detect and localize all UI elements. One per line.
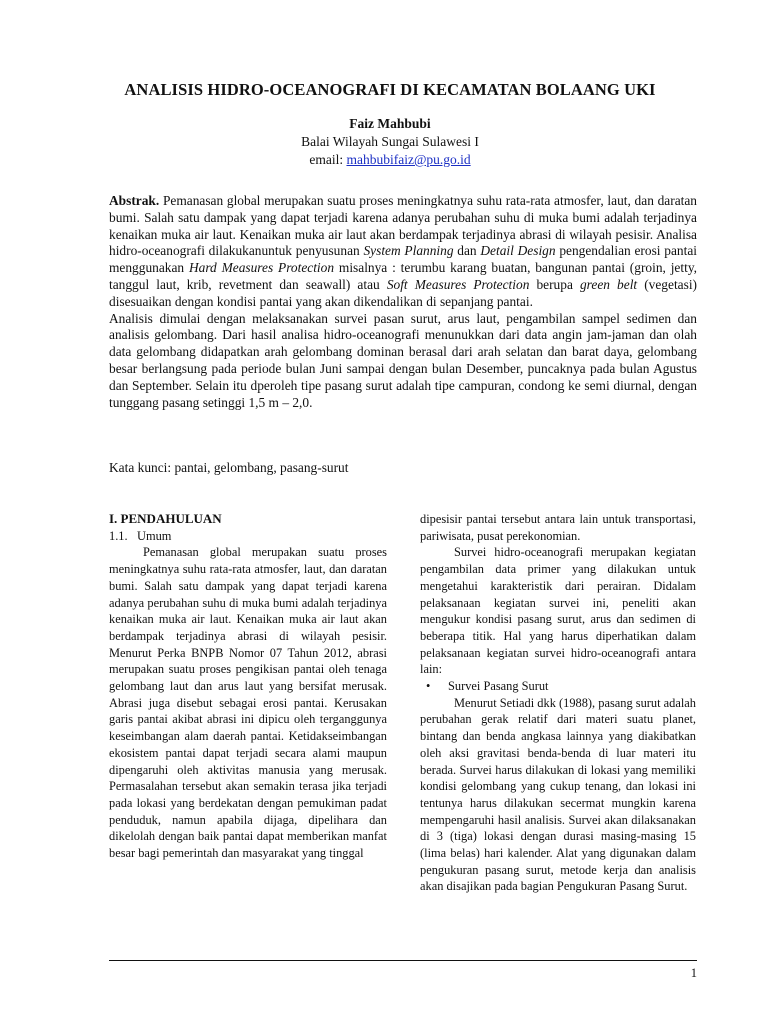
abstract-term: Soft Measures Protection [386,276,530,292]
paper-title: ANALISIS HIDRO-OCEANOGRAFI DI KECAMATAN BOLAANG UKI [124,80,656,99]
subsection-number: 1.1. [109,528,128,543]
page-number: 1 [690,966,697,980]
abstract [109,193,697,411]
author-block [100,115,680,169]
bullet-item [420,678,696,695]
author-name: Faiz Mahbubi [349,116,431,131]
abstract-term: System Planning [363,243,454,259]
right-column [420,511,696,895]
email-link[interactable]: mahbubifaiz@pu.go.id [346,152,471,167]
bullet-icon: • [426,679,431,694]
abstract-text: pengendalian erosi pantai menggunakan [109,243,697,276]
abstract-label: Abstrak. [109,193,160,208]
continued-paragraph: dipesisir pantai tersebut antara lain untuk transportasi, pariwisata, pusat perekonomian. [420,512,696,543]
abstract-text: Pemanasan global merupakan suatu proses meningkatnya suhu rata-rata atmosfer, laut, dan daratan bumi. Salah satu dampak yang dapat terjadi karena adanya perubahan suhu di muka bumi adalah terjadinya kenaikan muka air laut. Kenaikan muka air laut akan berdampak terjadinya abrasi di wilayah pesisir. Analisa hidro-oceanografi dilakukanuntuk penyusunan [109,193,697,259]
abstract-term: Hard Measures Protection [188,260,335,276]
email-label: email: [309,152,347,167]
subsection-title: Umum [137,528,172,543]
abstract-text: dan [453,243,481,259]
abstract-text: berupa [529,276,580,292]
abstract-text: misalnya : terumbu karang buatan, bangunan pantai (groin, jetty, tanggul laut, krib, revetment dan seawall) atau [109,260,697,292]
abstract-paragraph-2: Analisis dimulai dengan melaksanakan survei pasan surut, arus laut, pengambilan sampel sedimen dan analisis gelombang. Dari hasil analisa hidro-oceanografi menunukkan dari data angin jam-jaman dan olah data gelombang didapatkan arah gelombang dominan berasal dari arah selatan dan barat daya, gelombang besar berlangsung pada periode bulan Juni sampai dengan bulan Desember, puncaknya pada bulan Agustus dan September. Selain itu dperoleh tipe pasang surut adalah tipe campuran, condong ke semi diurnal, dengan tunggang pasang setinggi 1,5 m – 2,0. [109,310,697,410]
abstract-text: (vegetasi) disesuaikan dengan kondisi pantai yang akan dikendalikan di sepanjang pantai. [109,276,698,309]
author-email-line [100,151,680,169]
abstract-term: green belt [579,276,638,292]
author-affiliation: Balai Wilayah Sungai Sulawesi I [301,134,479,149]
section-heading: I. PENDAHULUAN [109,511,222,526]
abstract-paragraph-1 [109,193,697,311]
abstract-term: Detail Design [480,243,556,259]
left-column [109,511,387,862]
subsection-heading [109,528,387,545]
intro-paragraph: Pemanasan global merupakan suatu proses meningkatnya suhu rata-rata atmosfer, laut, dan daratan bumi. Salah satu dampak yang dapat terjadi karena adanya perubahan suhu di muka bumi adalah terjadinya kenaikan muka air laut. Kenaikan muka air laut akan berdampak terjadinya abrasi di wilayah pesisir. Menurut Perka BNPB Nomor 07 Tahun 2012, abrasi merupakan suatu proses pengikisan pantai oleh tenaga gelombang laut dan arus laut yang bersifat merusak. Abrasi juga disebut sebagai erosi pantai. Kerusakan garis pantai akibat abrasi ini dipicu oleh terganggunya keseimbangan alam daerah pantai. Ketidakseimbangan ekosistem pantai dapat terjadi secara alami maupun dipengaruhi oleh aktivitas manusia yang merusak. Permasalahan tersebut akan semakin terasa jika terjadi pada lokasi yang berdekatan dengan pemukiman padat penduduk, namun apabila dijaga, dipelihara dan dikelolah dengan baik pantai dapat memberikan manfat besar bagi pemerintah dan masyarakat yang tinggal [109,545,387,861]
keywords: Kata kunci: pantai, gelombang, pasang-surut [109,460,349,475]
bullet-text: Survei Pasang Surut [448,679,549,694]
tide-paragraph: Menurut Setiadi dkk (1988), pasang surut adalah perubahan gerak relatif dari materi suatu planet, bintang dan benda angkasa lainnya yang diakibatkan oleh aksi gravitasi benda-benda di luar materi itu berada. Survei harus dilakukan di lokasi yang memiliki kondisi gelombang yang cukup tenang, dan lokasi ini tentunya harus dilakukan secermat mungkin karena mempengaruhi hasil analisis. Survei akan dilaksanakan di 3 (tiga) lokasi dengan durasi masing-masing 15 (lima belas) hari kalender. Alat yang digunakan dalam pengukuran pasang surut, metode kerja dan analisis akan disajikan pada bagian Pengukuran Pasang Surut. [420,695,696,894]
survey-paragraph: Survei hidro-oceanografi merupakan kegiatan pengambilan data primer yang dilakukan untuk mengetahui karakteristik dari perairan. Didalam pelaksanaan kegiatan survei ini, peneliti akan mengukur kondisi pasang surut, arus dan sedimen di beberapa titik. Hal yang harus diperhatikan dalam pelaksanaan kegiatan survei hidro-oceanografi antara lain: [420,545,696,677]
footer-divider [109,960,697,961]
